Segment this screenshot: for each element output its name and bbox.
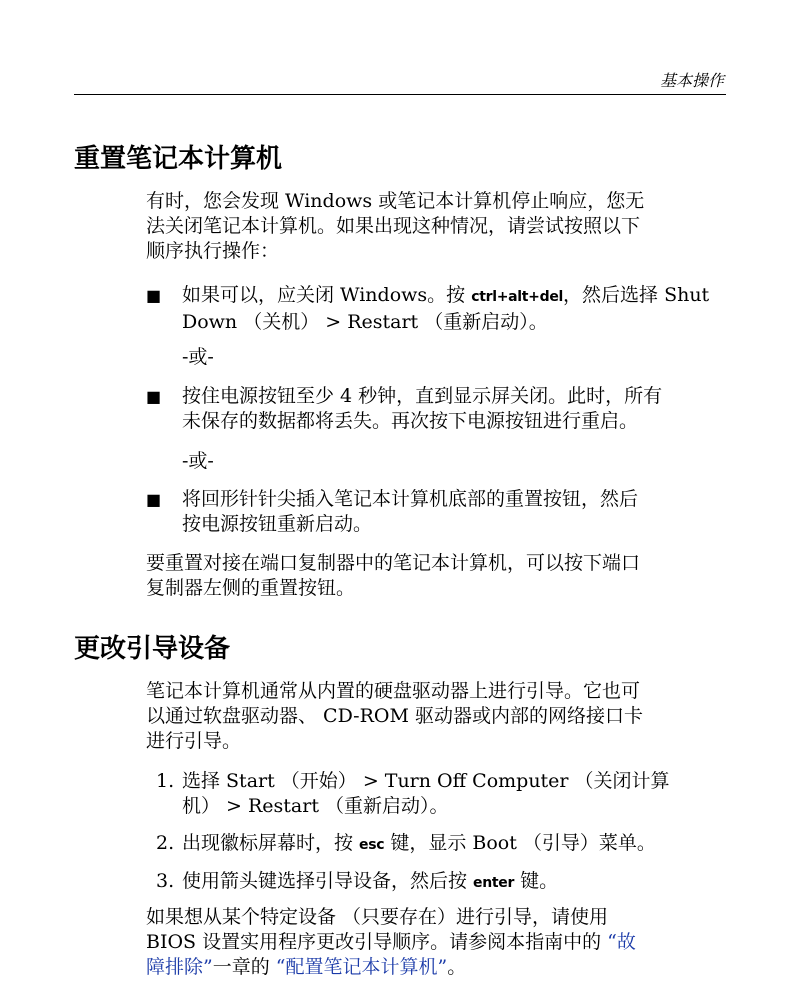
text-line [182, 869, 722, 896]
text-line: Down （关机） > Restart （重新启动）。 [182, 311, 548, 333]
keyboard-key: enter [473, 875, 515, 891]
section2-intro-paragraph [146, 679, 730, 754]
text-line: 要重置对接在端口复制器中的笔记本计算机，可以按下端口 [146, 552, 641, 574]
link-troubleshooting[interactable]: “故 [607, 931, 636, 953]
link-troubleshooting[interactable]: 障排除” [146, 956, 213, 978]
text-line: 顺序执行操作： [146, 240, 280, 262]
text-line: 选择 Start （开始） > Turn Off Computer （关闭计算 [182, 770, 670, 792]
bullet-marker: ■ [146, 286, 162, 305]
text-line [182, 283, 732, 310]
step-item [182, 831, 722, 858]
section-heading-boot-device: 更改引导设备 [74, 634, 231, 664]
step-item [182, 869, 722, 896]
section-heading-reset: 重置笔记本计算机 [74, 144, 283, 174]
bullet-marker: ■ [146, 387, 162, 406]
section2-outro-paragraph [146, 905, 730, 980]
text-line: 有时，您会发现 Windows 或笔记本计算机停止响应，您无 [146, 190, 645, 212]
text-line [182, 831, 722, 858]
text-line: 复制器左侧的重置按钮。 [146, 577, 356, 599]
text-line: 笔记本计算机通常从内置的硬盘驱动器上进行引导。它也可 [146, 680, 641, 702]
text-line: 法关闭笔记本计算机。如果出现这种情况，请尝试按照以下 [146, 215, 641, 237]
text-line [146, 955, 730, 980]
keyboard-key: esc [359, 837, 385, 853]
bullet-item-reset-button [182, 487, 732, 537]
text-segment: 键。 [514, 870, 559, 892]
text-segment: ，然后选择 Shut [563, 284, 710, 306]
text-line: 以通过软盘驱动器、 CD-ROM 驱动器或内部的网络接口卡 [146, 705, 643, 727]
bullet-item-power-button [182, 384, 732, 434]
text-segment: 出现徽标屏幕时，按 [182, 832, 360, 854]
step-number: 1. [156, 770, 175, 792]
bullet-marker: ■ [146, 490, 162, 509]
text-line: 如果想从某个特定设备 （只要存在）进行引导，请使用 [146, 906, 609, 928]
text-segment: 如果可以，应关闭 Windows。按 [182, 284, 472, 306]
bullet-item-shutdown [182, 283, 732, 335]
or-separator: -或- [182, 346, 214, 368]
section1-intro-paragraph [146, 189, 730, 264]
text-line: 机） > Restart （重新启动）。 [182, 795, 449, 817]
step-number: 2. [156, 832, 175, 854]
running-header [74, 64, 726, 95]
step-number: 3. [156, 870, 175, 892]
text-line: 按电源按钮重新启动。 [182, 513, 373, 535]
section1-outro-paragraph [146, 551, 730, 601]
header-title: 基本操作 [659, 71, 724, 90]
text-segment: 键，显示 Boot （引导）菜单。 [384, 832, 656, 854]
or-separator: -或- [182, 450, 214, 472]
text-line: 将回形针针尖插入笔记本计算机底部的重置按钮，然后 [182, 488, 639, 510]
text-segment: 使用箭头键选择引导设备，然后按 [182, 870, 474, 892]
link-configure-notebook[interactable]: “配置笔记本计算机” [275, 956, 448, 978]
keyboard-shortcut: ctrl+alt+del [471, 289, 564, 305]
text-line [146, 930, 730, 955]
text-segment: BIOS 设置实用程序更改引导顺序。请参阅本指南中的 [146, 931, 608, 953]
text-segment: 。 [447, 956, 467, 978]
step-item [182, 769, 722, 819]
text-line: 进行引导。 [146, 730, 242, 752]
text-segment: 一章的 [212, 956, 276, 978]
text-line: 按住电源按钮至少 4 秒钟，直到显示屏关闭。此时，所有 [182, 385, 663, 407]
text-line: 未保存的数据都将丢失。再次按下电源按钮进行重启。 [182, 410, 639, 432]
